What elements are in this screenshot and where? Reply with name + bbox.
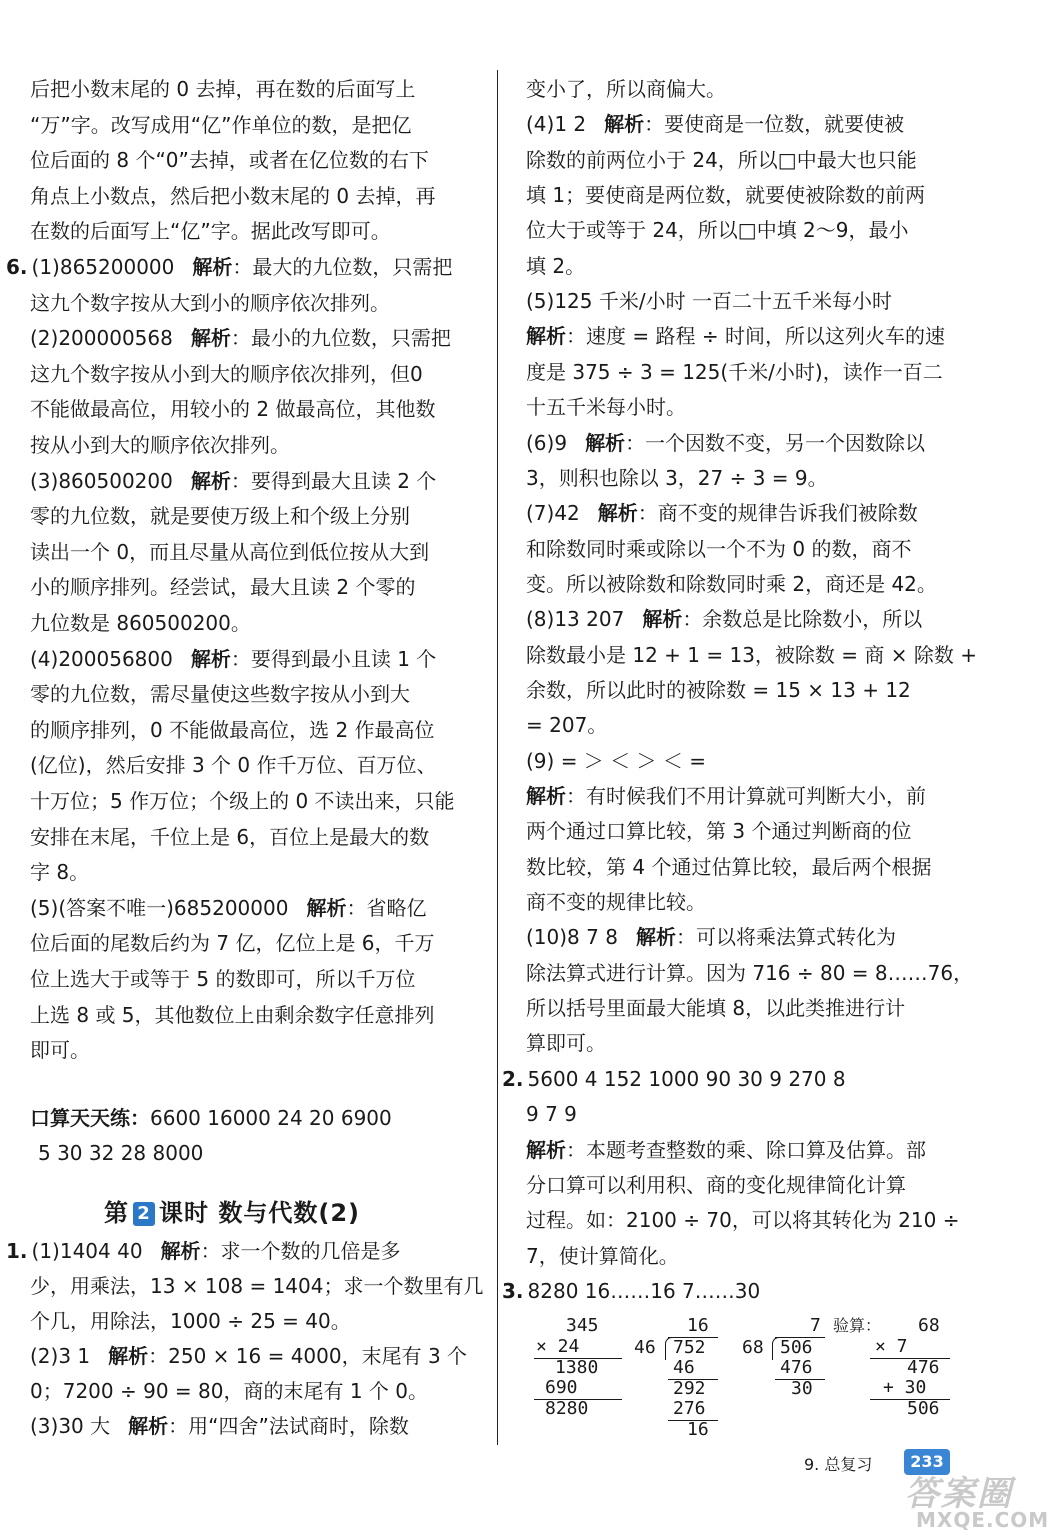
- text-line: [526, 1026, 606, 1061]
- lesson-number-badge: 2: [133, 1202, 155, 1226]
- answer: (8)13 207: [526, 607, 625, 632]
- line-text: 上选 8 或 5，其他数位上由剩余数字任意排列: [30, 1002, 435, 1027]
- question-number: 2.: [502, 1066, 524, 1091]
- mul-top: 345: [566, 1315, 599, 1336]
- oral-practice-values-2: 5 30 32 28 8000: [38, 1141, 204, 1165]
- text-line: [30, 1033, 90, 1068]
- text-line: [6, 250, 452, 285]
- text-line: [30, 143, 429, 178]
- answer: (5)(答案不唯一)685200000: [30, 895, 289, 920]
- answer: 8280 16……16 7……30: [527, 1278, 761, 1303]
- text-line: [526, 956, 973, 991]
- div2-dividend: 506: [780, 1337, 813, 1358]
- text-line: [30, 357, 423, 392]
- text-line: [526, 249, 585, 284]
- text-line: [30, 1304, 351, 1339]
- line-text: 变小了，所以商偏大。: [526, 77, 726, 101]
- text-line: [526, 638, 977, 673]
- line-text: 字 8。: [30, 860, 90, 885]
- line-text: ：要得到最小且读 1 个: [230, 646, 437, 671]
- line-text: ：要得到最大且读 2 个: [230, 468, 437, 493]
- text-line: [526, 567, 937, 602]
- text-line: [30, 748, 436, 783]
- text-line: [526, 991, 905, 1026]
- analysis-label: 解析: [160, 1239, 201, 1263]
- div2-remainder: 30: [791, 1378, 813, 1399]
- text-line: [30, 499, 410, 534]
- line-text: “万”字。改写成用“亿”作单位的数，是把亿: [30, 112, 412, 137]
- text-line: [30, 784, 455, 819]
- answer: (2)200000568: [30, 326, 173, 351]
- line-text: ：可以将乘法算式转化为: [675, 925, 896, 950]
- text-line: [526, 708, 607, 743]
- text-line: [526, 355, 943, 390]
- check-line-4: + 30: [883, 1377, 927, 1398]
- question-number: 6.: [6, 255, 28, 279]
- analysis-label: 解析: [526, 324, 566, 349]
- text-line: [526, 1203, 959, 1238]
- analysis-label: 解析: [635, 925, 676, 950]
- answer: (1)1404 40: [31, 1239, 143, 1263]
- line-text: 角点上小数点，然后把小数末尾的 0 去掉，再: [30, 183, 436, 208]
- text-line: [30, 855, 89, 890]
- text-line: [526, 319, 945, 354]
- text-line: [526, 72, 726, 107]
- analysis-label: 解析: [526, 784, 566, 808]
- text-line: [30, 570, 415, 605]
- line-text: ：商不变的规律告诉我们被除数: [637, 501, 918, 526]
- line-text: ：求一个数的几倍是多: [200, 1239, 401, 1263]
- mul-partial-1: 1380: [555, 1357, 599, 1378]
- footer-section-label: 9. 总复习: [804, 1455, 873, 1474]
- text-line: [30, 428, 290, 463]
- line-text: 个几，用除法，1000 ÷ 25 = 40。: [30, 1309, 351, 1333]
- analysis-label: 解析: [190, 468, 231, 493]
- line-text: 不能做最高位，用较小的 2 做最高位，其他数: [30, 397, 436, 422]
- text-line: [30, 108, 411, 143]
- line-text: ：250 × 16 = 4000，末尾有 3 个: [148, 1344, 468, 1368]
- div2-divisor: 68: [742, 1337, 764, 1358]
- div1-quotient: 16: [687, 1315, 709, 1336]
- text-line: [526, 814, 911, 849]
- analysis-label: 解析: [192, 255, 233, 279]
- oral-practice-label: 口算天天练：: [30, 1106, 150, 1130]
- mul-second: × 24: [536, 1336, 580, 1357]
- text-line: [526, 1133, 926, 1168]
- line-text: 位上选大于或等于 5 的数即可，所以千万位: [30, 967, 416, 991]
- line-text: 两个通过口算比较，第 3 个通过判断商的位: [526, 819, 912, 844]
- line-text: 除数的前两位小于 24，所以□中最大也只能: [526, 147, 917, 172]
- line-text: 在数的后面写上“亿”字。据此改写即可。: [30, 219, 391, 244]
- div1-remainder: 16: [687, 1419, 709, 1440]
- watermark-url: MXQE.COM: [916, 1508, 1049, 1532]
- line-text: ：用“四舍”法试商时，除数: [168, 1414, 409, 1438]
- question-number: 3.: [502, 1278, 524, 1303]
- answer: (9) = ＞ ＜ ＞ ＜ =: [526, 748, 706, 773]
- line-text: 余数，所以此时的被除数 = 15 × 13 + 12: [526, 677, 911, 702]
- line-text: 安排在末尾，千位上是 6，百位上是最大的数: [30, 824, 430, 849]
- text-line: [526, 213, 909, 248]
- text-line: [30, 677, 410, 712]
- line-text: 除法算式进行计算。因为 716 ÷ 80 = 8……76，: [526, 960, 974, 985]
- text-line: [30, 1269, 483, 1304]
- text-line: [30, 820, 429, 855]
- line-text: 位后面的 8 个“0”去掉，或者在亿位数的右下: [30, 148, 429, 173]
- line-text: ：本题考查整数的乘、除口算及估算。部: [566, 1137, 926, 1162]
- line-text: 位后面的尾数后约为 7 亿，亿位上是 6，千万: [30, 931, 435, 956]
- line-text: 除数最小是 12 + 1 = 13，被除数 = 商 × 除数 +: [526, 642, 977, 667]
- line-text: 填 2。: [526, 253, 586, 278]
- text-line: [526, 496, 918, 531]
- watermark-logo: 答案圈: [905, 1474, 1013, 1514]
- answer: (7)42: [526, 501, 580, 526]
- text-line: [526, 673, 911, 708]
- text-line: [30, 891, 426, 926]
- text-line: [502, 1062, 846, 1097]
- text-line: [30, 606, 251, 641]
- analysis-label: 解析: [306, 895, 347, 920]
- text-line: [526, 920, 896, 955]
- div1-step-1: 46: [673, 1357, 695, 1378]
- line-text: 这九个数字按从小到大的顺序依次排列，但0: [30, 361, 423, 386]
- line-text: 即可。: [30, 1038, 90, 1063]
- analysis-label: 解析: [604, 112, 645, 137]
- answer: (3)30 大: [30, 1414, 111, 1438]
- text-line: [526, 744, 706, 779]
- check-label: 验算：: [833, 1316, 882, 1335]
- line-text: 分口算可以利用积、商的变化规律简化计算: [526, 1172, 906, 1197]
- line-text: 7，使计算简化。: [526, 1243, 679, 1268]
- line-text: 所以括号里面最大能填 8，以此类推进行计: [526, 996, 906, 1021]
- line-text: 的顺序排列，0 不能做最高位，选 2 作最高位: [30, 717, 435, 742]
- line-text: 度是 375 ÷ 3 = 125(千米/小时)，读作一百二: [526, 359, 943, 384]
- line-text: 商不变的规律比较。: [526, 890, 706, 915]
- analysis-label: 解析: [526, 1137, 566, 1162]
- mul-partial-2: 690: [545, 1377, 578, 1398]
- line-text: 少，用乘法，13 × 108 = 1404；求一个数里有几: [30, 1274, 484, 1298]
- line-text: ：要使商是一位数，就要使被: [644, 112, 905, 137]
- text-line: [30, 642, 436, 677]
- text-line: [526, 178, 925, 213]
- text-line: [6, 1234, 401, 1269]
- page-number: 233: [904, 1449, 950, 1475]
- answer: (6)9: [526, 430, 568, 455]
- answer: (10)8 7 8: [526, 925, 618, 950]
- check-result: 506: [907, 1398, 940, 1419]
- line-text: ：一个因数不变，另一个因数除以: [625, 430, 926, 455]
- line-text: ：最小的九位数，只需把: [230, 326, 451, 351]
- div2-step-1: 476: [780, 1357, 813, 1378]
- answer: (5)125 千米/小时 一百二十五千米每小时: [526, 289, 892, 314]
- line-text: ：最大的九位数，只需把: [232, 255, 453, 279]
- line-text: ：有时候我们不用计算就可判断大小，前: [566, 784, 926, 808]
- check-line-2: × 7: [875, 1336, 908, 1357]
- analysis-label: 解析: [128, 1414, 169, 1438]
- text-line: [526, 426, 925, 461]
- answer: 5600 4 152 1000 90 30 9 270 8: [527, 1066, 846, 1091]
- answer: (4)200056800: [30, 646, 173, 671]
- answer: (4)1 2: [526, 112, 587, 137]
- text-line: [526, 143, 917, 178]
- text-line: [30, 286, 390, 321]
- line-text: 过程。如：2100 ÷ 70，可以将其转化为 210 ÷: [526, 1208, 960, 1233]
- line-text: (亿位)，然后安排 3 个 0 作千万位、百万位、: [30, 753, 437, 778]
- text-line: [526, 885, 706, 920]
- check-line-3: 476: [907, 1357, 940, 1378]
- analysis-label: 解析: [597, 501, 638, 526]
- div1-dividend: 752: [673, 1337, 706, 1358]
- text-line: [526, 602, 922, 637]
- div2-quotient: 7: [810, 1315, 821, 1336]
- text-line: [526, 390, 686, 425]
- line-text: ：速度 = 路程 ÷ 时间，所以这列火车的速: [566, 324, 945, 349]
- text-line: [30, 535, 429, 570]
- text-line: [30, 464, 436, 499]
- analysis-label: 解析: [190, 646, 231, 671]
- answer: (1)865200000: [31, 255, 175, 279]
- text-line: [30, 1374, 428, 1409]
- oral-practice-values-1: 6600 16000 24 20 6900: [150, 1106, 392, 1130]
- text-line: [30, 72, 415, 107]
- question-number: 1.: [6, 1239, 28, 1263]
- text-line: [526, 1168, 906, 1203]
- line-text: 0；7200 ÷ 90 = 80，商的末尾有 1 个 0。: [30, 1379, 428, 1403]
- check-line-1: 68: [918, 1315, 940, 1336]
- text-line: [30, 998, 435, 1033]
- line-text: 按从小到大的顺序依次排列。: [30, 433, 290, 457]
- text-line: [526, 461, 828, 496]
- line-text: 填 1；要使商是两位数，就要使被除数的前两: [526, 183, 926, 208]
- text-line: [30, 926, 435, 961]
- lesson-title: [104, 1193, 360, 1228]
- line-text: 位大于或等于 24，所以□中填 2～9，最小: [526, 218, 909, 243]
- text-line: [526, 1239, 679, 1274]
- line-text: 十五千米每小时。: [526, 395, 686, 420]
- line-text: 后把小数末尾的 0 去掉，再在数的后面写上: [30, 77, 416, 101]
- line-text: 这九个数字按从大到小的顺序依次排列。: [30, 290, 390, 315]
- line-text: 十万位；5 作万位；个级上的 0 不读出来，只能: [30, 789, 455, 813]
- line-text: 九位数是 860500200。: [30, 611, 251, 635]
- line-text: 数比较，第 4 个通过估算比较，最后两个根据: [526, 854, 932, 879]
- line-text: 读出一个 0，而且尽量从高位到低位按从大到: [30, 539, 430, 564]
- text-line: [526, 284, 892, 319]
- line-text: 和除数同时乘或除以一个不为 0 的数，商不: [526, 536, 912, 561]
- text-line: [30, 392, 435, 427]
- line-text: 小的顺序排列。经尝试，最大且读 2 个零的: [30, 575, 416, 600]
- line-text: ：省略亿: [346, 895, 427, 920]
- column-divider: [497, 70, 498, 1445]
- line-text: 零的九位数，需尽量使这些数字按从小到大: [30, 682, 410, 707]
- text-line: [30, 1339, 467, 1374]
- text-line: [30, 1409, 409, 1444]
- oral-practice-line-1: [30, 1101, 392, 1136]
- text-line: [30, 321, 451, 356]
- div1-step-3: 276: [673, 1398, 706, 1419]
- analysis-label: 解析: [585, 430, 626, 455]
- line-text: 3，则积也除以 3，27 ÷ 3 = 9。: [526, 465, 828, 490]
- div2-bracket: [772, 1337, 779, 1360]
- line-text: 9 7 9: [526, 1102, 577, 1127]
- answer: (2)3 1: [30, 1344, 91, 1368]
- oral-practice-line-2: [38, 1136, 203, 1171]
- text-line: [526, 107, 904, 142]
- text-line: [30, 214, 391, 249]
- div1-divisor: 46: [634, 1337, 656, 1358]
- text-line: [30, 962, 415, 997]
- line-text: ：余数总是比除数小，所以: [682, 607, 923, 632]
- text-line: [526, 532, 911, 567]
- analysis-label: 解析: [190, 326, 231, 351]
- line-text: 算即可。: [526, 1031, 606, 1056]
- text-line: [30, 179, 435, 214]
- text-line: [526, 779, 926, 814]
- line-text: = 207。: [526, 713, 608, 738]
- div1-step-2: 292: [673, 1378, 706, 1399]
- lesson-title-text: 课时 数与代数(2): [159, 1199, 360, 1227]
- text-line: [526, 1097, 577, 1132]
- lesson-title-prefix: 第: [104, 1199, 129, 1227]
- line-text: 零的九位数，就是要使万级上和个级上分别: [30, 504, 410, 529]
- div1-bracket: [665, 1337, 672, 1360]
- answer: (3)860500200: [30, 468, 173, 493]
- text-line: [30, 713, 435, 748]
- mul-result: 8280: [545, 1398, 589, 1419]
- text-line: [526, 850, 931, 885]
- text-line: [502, 1274, 760, 1309]
- line-text: 变。所以被除数和除数同时乘 2，商还是 42。: [526, 571, 937, 596]
- analysis-label: 解析: [642, 607, 683, 632]
- analysis-label: 解析: [108, 1344, 149, 1368]
